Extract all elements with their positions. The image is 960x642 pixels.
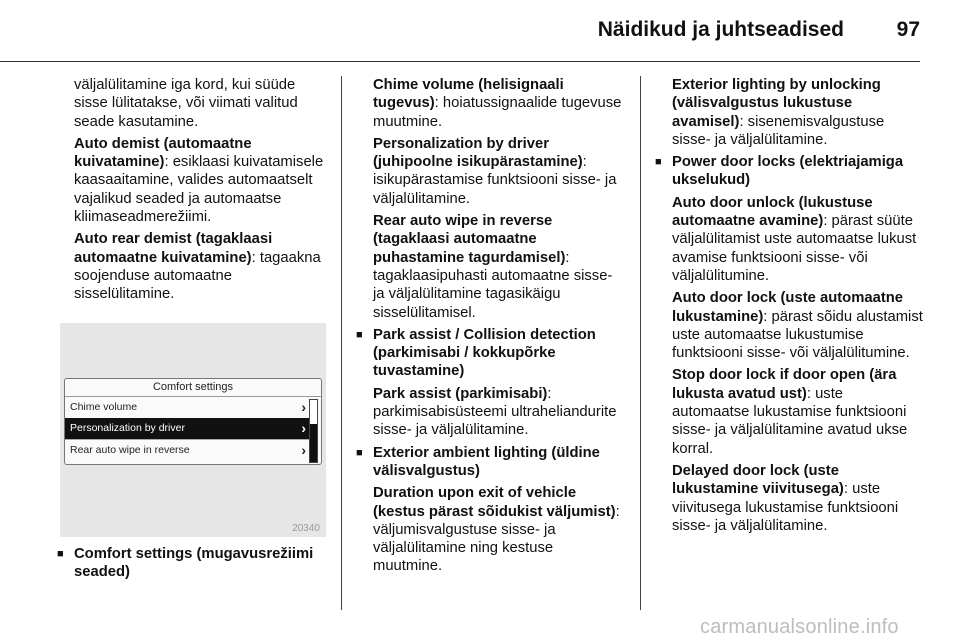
setting-chime-volume — [373, 76, 625, 131]
column-1 — [74, 76, 326, 308]
bullet-square-icon: ■ — [356, 446, 363, 459]
setting-stop-door-lock — [672, 366, 924, 457]
menu-row-chime-volume — [65, 397, 309, 418]
column-divider — [640, 76, 641, 610]
bullet-title: Power door locks (elektriajamiga ukselukud) — [672, 154, 904, 189]
setting-desc: : esiklaasi kuivatamisele kaasaaitamine, valides automaatselt vajalikud seaded ja automaatse kliimaseadmerežiimi. — [74, 154, 324, 226]
bullet-park-assist — [356, 326, 625, 381]
page-header — [0, 0, 960, 62]
setting-term: Delayed door lock (uste lukustamine viivitusega) — [672, 462, 844, 498]
setting-auto-demist — [74, 135, 326, 226]
bullet-square-icon: ■ — [655, 156, 662, 169]
bullet-title: Exterior ambient lighting (üldine välisvalgustus) — [373, 444, 600, 479]
setting-term: Auto rear demist (tagaklaasi automaatne kuivatamine) — [74, 231, 273, 266]
setting-term: Stop door lock if door open (ära lukusta avatud ust) — [672, 367, 897, 402]
setting-desc: : tagaklaasipuhasti automaatne sisse- ja väljalülitamine tagasikäigu sisselülitamisel. — [373, 249, 613, 321]
display-screen — [64, 378, 322, 465]
intro-text: väljalülitamine iga kord, kui süüde sisse lülitatakse, või viimati valitud seade kasutamine. — [74, 77, 298, 130]
setting-desc: : tagaakna soojenduse automaatne sisselülitamine. — [74, 249, 321, 303]
setting-desc: : väljumisvalgustuse sisse- ja väljalülitamine ning kestuse muutmine. — [373, 503, 620, 575]
page-number: 97 — [896, 18, 920, 41]
scrollbar-thumb — [310, 424, 317, 462]
menu-row-rear-wipe — [65, 439, 309, 461]
bullet-title: Park assist / Collision detection (parkimisabi / kokkupõrke tuvastamine) — [373, 326, 596, 380]
bullet-exterior-lighting — [356, 444, 625, 481]
bullet-square-icon: ■ — [356, 328, 363, 341]
setting-term: Auto door unlock (lukustuse automaatne avamine) — [672, 194, 873, 230]
menu-row-personalization — [65, 418, 309, 439]
setting-auto-rear-demist — [74, 230, 326, 303]
bullet-comfort-settings — [57, 545, 326, 586]
setting-exterior-unlock — [672, 76, 924, 149]
watermark: carmanualsonline.info — [700, 616, 899, 638]
header-rule — [0, 61, 920, 62]
bullet-item — [57, 545, 326, 582]
setting-personalization — [373, 135, 625, 208]
setting-desc: : parkimisabisüsteemi ultraheliandurite sisse- ja väljalülitamine. — [373, 385, 617, 439]
menu-row-label: Rear auto wipe in reverse — [70, 444, 190, 456]
chevron-right-icon: › — [301, 420, 306, 436]
setting-term: Park assist (parkimisabi) — [373, 385, 548, 402]
comfort-settings-figure — [60, 323, 326, 537]
setting-term: Duration upon exit of vehicle (kestus pärast sõidukist väljumist) — [373, 485, 616, 520]
setting-auto-door-unlock — [672, 194, 924, 285]
column-divider — [341, 76, 342, 610]
chevron-right-icon: › — [301, 399, 306, 415]
setting-duration-exit — [373, 484, 625, 575]
menu-row-label: Personalization by driver — [70, 422, 185, 434]
setting-term: Rear auto wipe in reverse (tagaklaasi automaatne puhastamine tagurdamisel) — [373, 213, 566, 266]
setting-desc: : sisenemisvalgustuse sisse- ja väljalülitamine. — [672, 113, 885, 148]
setting-desc: : isikupärastamise funktsiooni sisse- ja väljalülitamine. — [373, 154, 617, 207]
figure-id: 20340 — [292, 523, 320, 534]
setting-park-assist — [373, 385, 625, 440]
setting-term: Chime volume (helisignaali tugevus) — [373, 77, 564, 112]
setting-term: Auto demist (automaatne kuivatamine) — [74, 135, 252, 171]
setting-auto-door-lock — [672, 289, 924, 362]
chevron-right-icon: › — [301, 442, 306, 458]
setting-term: Auto door lock (uste automaatne lukustamine) — [672, 290, 904, 325]
setting-rear-auto-wipe — [373, 212, 625, 322]
setting-delayed-door-lock — [672, 462, 924, 535]
column-2 — [356, 76, 625, 580]
setting-desc: : hoiatussignaalide tugevuse muutmine. — [373, 95, 622, 130]
scrollbar — [309, 399, 318, 463]
menu-row-label: Chime volume — [70, 401, 138, 413]
bullet-square-icon: ■ — [57, 548, 64, 560]
screen-title: Comfort settings — [65, 379, 321, 397]
bullet-power-door-locks — [655, 153, 924, 190]
setting-desc: : uste viivitusega lukustamise funktsiooni sisse- ja väljalülitamine. — [672, 481, 899, 534]
chapter-title: Näidikud ja juhtseadised — [597, 18, 844, 41]
bullet-title: Comfort settings (mugavusrežiimi seaded) — [74, 546, 314, 581]
setting-term: Exterior lighting by unlocking (välisvalgustus lukustuse avamisel) — [672, 77, 881, 130]
setting-desc: : pärast süüte väljalülitamist uste automaatse lukust avamise funktsiooni sisse- või väljalülitumine. — [672, 213, 917, 284]
column-3 — [655, 76, 924, 539]
setting-term: Personalization by driver (juhipoolne isikupärastamine) — [373, 135, 583, 171]
setting-desc: : uste automaatse lukustamise funktsiooni sisse- ja väljalülitamine avatud ukse korral. — [672, 385, 908, 457]
setting-desc: : pärast sõidu alustamist uste automaatse lukustumise funktsiooni sisse- või väljalülitumine. — [672, 308, 923, 362]
